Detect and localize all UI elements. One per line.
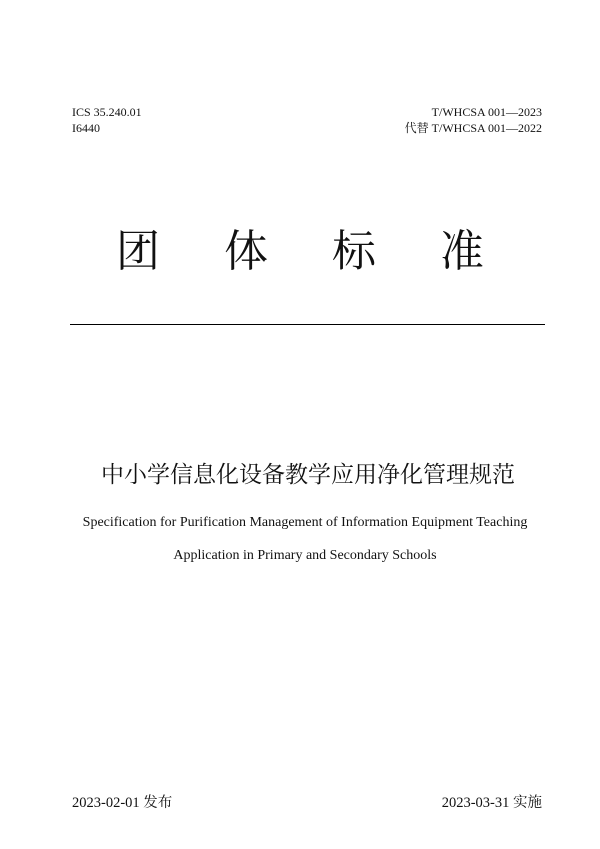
chinese-title: 中小学信息化设备教学应用净化管理规范 bbox=[101, 462, 515, 488]
classification-block bbox=[72, 104, 142, 136]
doc-type-char: 准 bbox=[440, 226, 484, 277]
title-divider bbox=[70, 324, 545, 325]
standard-number: T/WHCSA 001—2023 bbox=[431, 105, 542, 119]
replaces-standard: 代替 T/WHCSA 001—2022 bbox=[404, 121, 542, 135]
ccs-code: I6440 bbox=[72, 121, 100, 135]
standard-number-block bbox=[405, 104, 542, 136]
doc-type-char: 标 bbox=[332, 226, 376, 277]
english-title-line-2: Application in Primary and Secondary Schools bbox=[173, 548, 437, 563]
publish-date: 2023-02-01 发布 bbox=[72, 795, 173, 811]
implement-date: 2023-03-31 实施 bbox=[441, 795, 542, 811]
english-title-line-1: Specification for Purification Management of Information Equipment Teaching bbox=[82, 515, 528, 530]
ics-code: ICS 35.240.01 bbox=[72, 105, 142, 119]
document-type-title bbox=[0, 222, 600, 282]
doc-type-char: 体 bbox=[224, 226, 268, 277]
doc-type-char: 团 bbox=[116, 226, 160, 277]
